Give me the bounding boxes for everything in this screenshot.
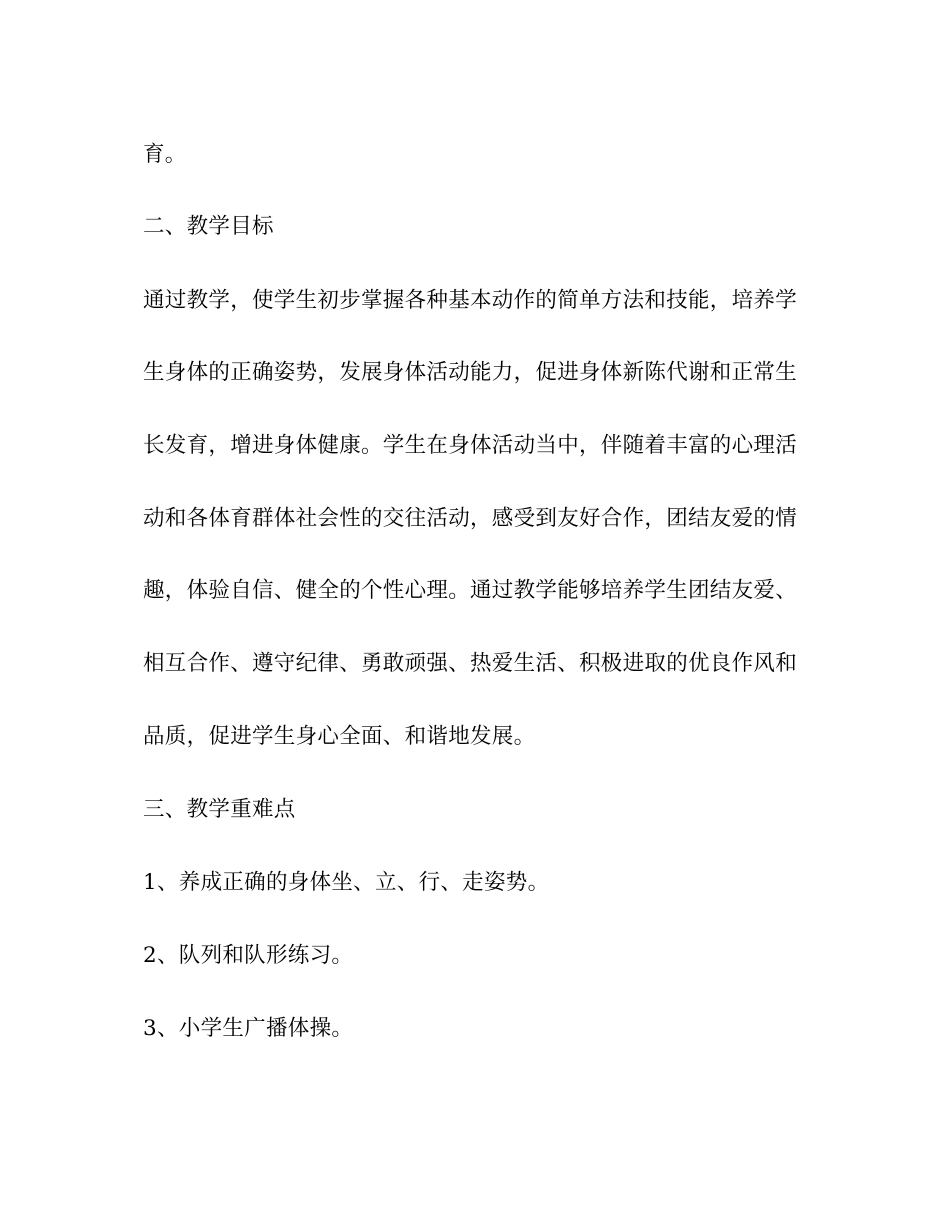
paragraph-line: 生身体的正确姿势，发展身体活动能力，促进身体新陈代谢和正常生 <box>143 360 798 385</box>
paragraph-line: 动和各体育群体社会性的交往活动，感受到友好合作，团结友爱的情 <box>143 506 798 531</box>
section-heading-teaching-goals: 二、教学目标 <box>143 214 274 239</box>
paragraph-line: 品质，促进学生身心全面、和谐地发展。 <box>143 724 536 749</box>
list-item: 2、队列和队形练习。 <box>143 943 354 968</box>
list-item: 3、小学生广播体操。 <box>143 1016 354 1041</box>
paragraph-line: 趣，体验自信、健全的个性心理。通过教学能够培养学生团结友爱、 <box>143 578 798 603</box>
paragraph-line: 通过教学，使学生初步掌握各种基本动作的简单方法和技能，培养学 <box>143 288 798 313</box>
section-heading-key-points: 三、教学重难点 <box>143 797 296 822</box>
paragraph-continuation-line: 育。 <box>143 142 187 167</box>
paragraph-line: 长发育，增进身体健康。学生在身体活动当中，伴随着丰富的心理活 <box>143 433 798 458</box>
paragraph-line: 相互合作、遵守纪律、勇敢顽强、热爱生活、积极进取的优良作风和 <box>143 651 798 676</box>
list-item: 1、养成正确的身体坐、立、行、走姿势。 <box>143 870 550 895</box>
